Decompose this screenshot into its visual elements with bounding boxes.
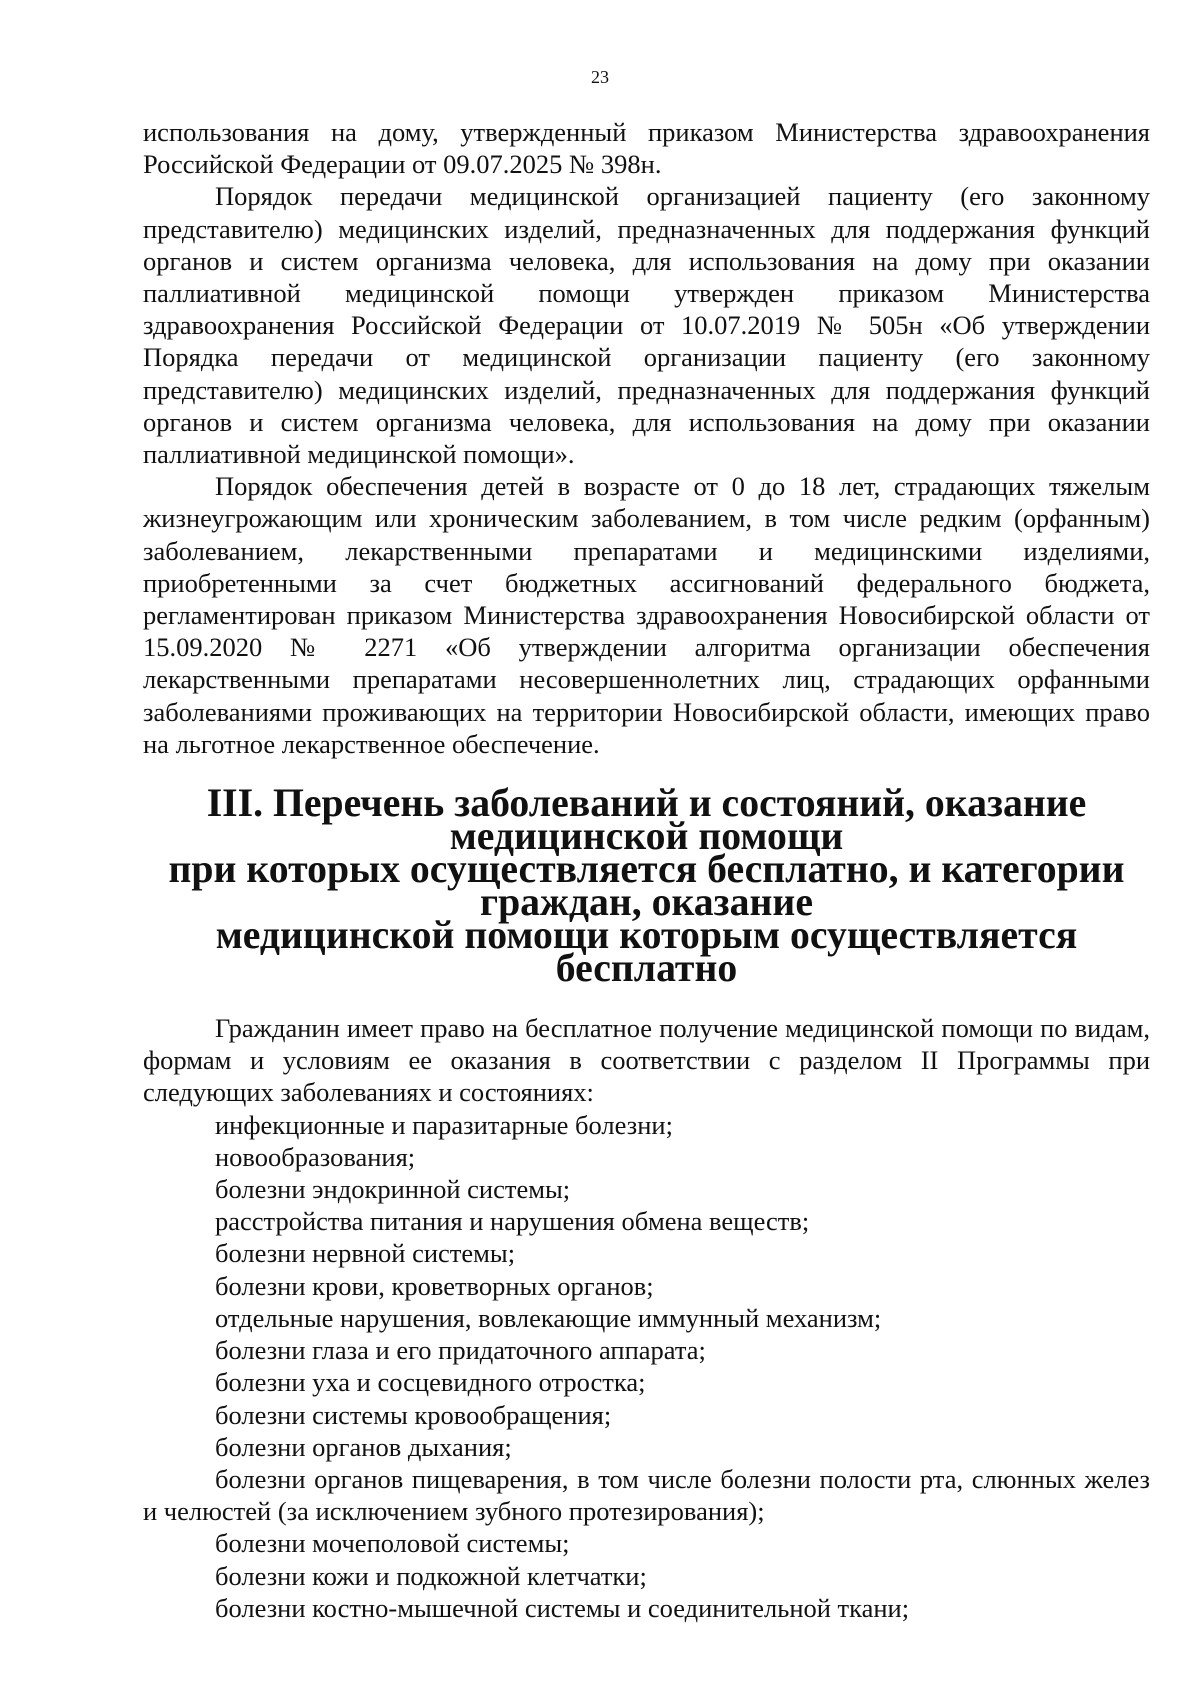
list-item: болезни костно-мышечной системы и соединительной ткани; [215,1592,910,1623]
list-item: болезни мочеполовой системы; [215,1528,570,1559]
section-intro: Гражданин имеет право на бесплатное получение медицинской помощи по видам, формам и условиям ее оказания в соответствии с разделом II Программы при следующих заболеваниях и состояниях: [143,1013,1150,1108]
section-heading-line: III. Перечень заболеваний и состояний, оказание медицинской помощи [206,781,1087,859]
list-item: болезни системы кровообращения; [215,1399,612,1430]
section-heading-line: медицинской помощи которым осуществляется бесплатно [215,913,1078,991]
section-heading-line: при которых осуществляется бесплатно, и категории граждан, оказание [168,847,1125,925]
list-item: болезни органов дыхания; [215,1431,512,1462]
disease-list [143,1109,1150,1624]
document-body [143,116,1150,1624]
list-item: болезни крови, кроветворных органов; [215,1270,654,1301]
list-item: инфекционные и паразитарные болезни; [215,1109,673,1140]
list-item: болезни эндокринной системы; [215,1174,571,1205]
list-item: болезни глаза и его придаточного аппарата; [215,1335,706,1366]
list-item: болезни кожи и подкожной клетчатки; [215,1560,647,1591]
list-item: расстройства питания и нарушения обмена веществ; [215,1206,810,1237]
paragraph-children-provision: Порядок обеспечения детей в возрасте от 0 до 18 лет, страдающих тяжелым жизнеугрожающим или хроническим заболеванием, в том числе редким (орфанным) заболеванием, лекарственными препаратами и медицинскими изделиями, приобретенными за счет бюджетных ассигнований федерального бюджета, регламентирован приказом Министерства здравоохранения Новосибирской области от 15.09.2020 № 2271 «Об утверждении алгоритма организации обеспечения лекарственными препаратами несовершеннолетних лиц, страдающих орфанными заболеваниями проживающих на территории Новосибирской области, имеющих право на льготное лекарственное обеспечение. [143,471,1150,759]
paragraph-continuation: использования на дому, утвержденный приказом Министерства здравоохранения Российской Федерации от 09.07.2025 № 398н. [143,117,1150,180]
section-heading [143,781,1150,991]
list-item: новообразования; [215,1141,416,1172]
paragraph-palliative-devices: Порядок передачи медицинской организацией пациенту (его законному представителю) медицинских изделий, предназначенных для поддержания функций органов и систем организма человека, для использования на дому при оказании паллиативной медицинской помощи утвержден приказом Министерства здравоохранения Российской Федерации от 10.07.2019 № 505н «Об утверждении Порядка передачи от медицинской организации пациенту (его законному представителю) медицинских изделий, предназначенных для поддержания функций органов и систем организма человека, для использования на дому при оказании паллиативной медицинской помощи». [143,181,1150,470]
page-number: 23 [591,67,609,87]
list-item: болезни органов пищеварения, в том числе болезни полости рта, слюнных желез и челюстей (за исключением зубного протезирования); [143,1463,1150,1527]
list-item: отдельные нарушения, вовлекающие иммунный механизм; [215,1302,882,1333]
list-item: болезни нервной системы; [215,1238,516,1269]
list-item: болезни уха и сосцевидного отростка; [215,1367,646,1398]
